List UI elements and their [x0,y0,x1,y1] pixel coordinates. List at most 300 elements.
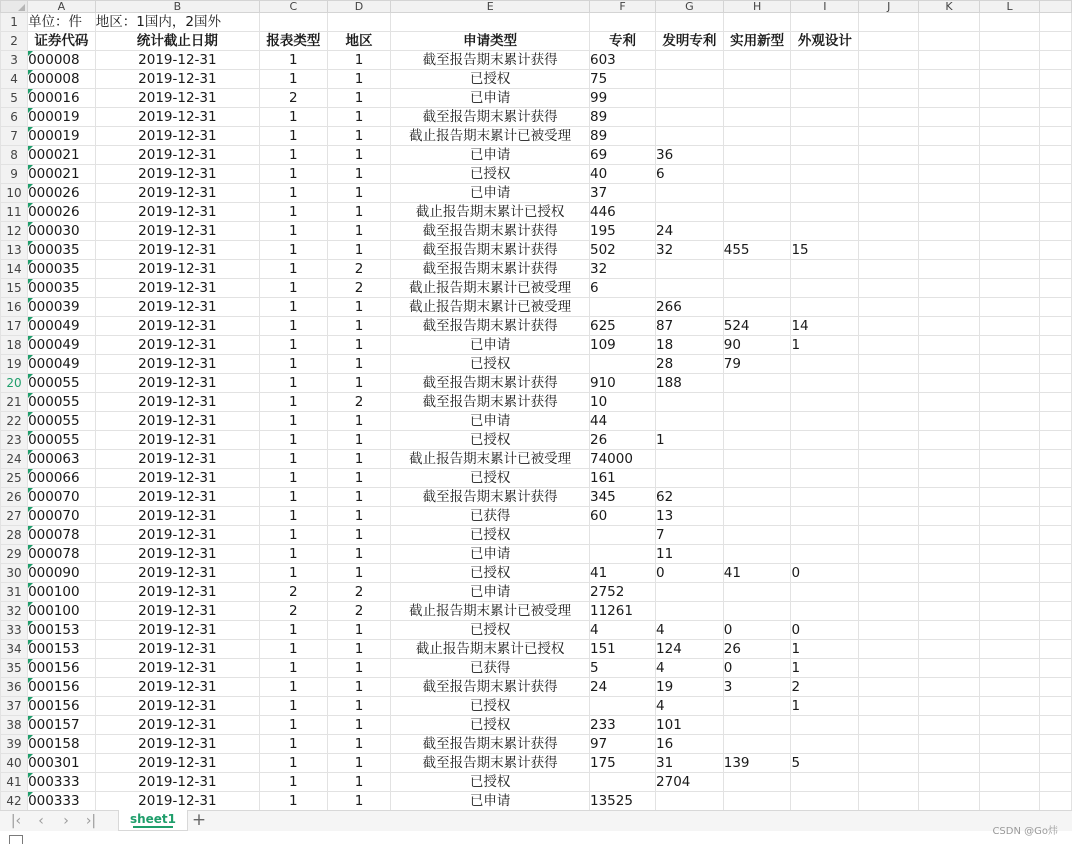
cell[interactable] [859,697,919,716]
invention-patent-cell[interactable]: 2704 [656,773,724,792]
cell[interactable] [1040,773,1072,792]
stat-date-cell[interactable]: 2019-12-31 [95,127,259,146]
utility-model-cell[interactable]: 0 [723,621,791,640]
invention-patent-cell[interactable] [656,127,724,146]
patent-cell[interactable]: 2752 [589,583,655,602]
header-patent[interactable]: 专利 [589,32,655,51]
application-type-cell[interactable]: 已获得 [391,659,590,678]
application-type-cell[interactable]: 截至报告期末累计获得 [391,108,590,127]
cell[interactable] [979,393,1039,412]
region-cell[interactable]: 1 [327,317,391,336]
invention-patent-cell[interactable]: 0 [656,564,724,583]
cell[interactable] [1040,754,1072,773]
application-type-cell[interactable]: 已申请 [391,184,590,203]
patent-cell[interactable]: 161 [589,469,655,488]
design-cell[interactable]: 14 [791,317,859,336]
row-header[interactable]: 12 [1,222,28,241]
utility-model-cell[interactable] [723,374,791,393]
cell[interactable] [1040,583,1072,602]
report-type-cell[interactable]: 2 [259,602,327,621]
header-design[interactable]: 外观设计 [791,32,859,51]
cell[interactable] [919,32,980,51]
stat-date-cell[interactable]: 2019-12-31 [95,374,259,393]
region-cell[interactable]: 1 [327,697,391,716]
patent-cell[interactable]: 10 [589,393,655,412]
cell[interactable] [859,488,919,507]
application-type-cell[interactable]: 截止报告期末累计已被受理 [391,127,590,146]
cell[interactable] [656,13,724,32]
cell[interactable] [919,51,980,70]
cell[interactable] [1040,279,1072,298]
stat-date-cell[interactable]: 2019-12-31 [95,678,259,697]
stat-date-cell[interactable]: 2019-12-31 [95,754,259,773]
stat-date-cell[interactable]: 2019-12-31 [95,317,259,336]
cell[interactable] [859,773,919,792]
stat-date-cell[interactable]: 2019-12-31 [95,222,259,241]
cell[interactable] [1040,165,1072,184]
report-type-cell[interactable]: 1 [259,165,327,184]
utility-model-cell[interactable]: 524 [723,317,791,336]
cell[interactable] [979,526,1039,545]
region-cell[interactable]: 1 [327,526,391,545]
cell[interactable] [919,678,980,697]
security-code-cell[interactable]: 000030 [28,222,96,241]
security-code-cell[interactable]: 000301 [28,754,96,773]
cell[interactable] [979,51,1039,70]
cell[interactable] [1040,564,1072,583]
cell[interactable] [859,89,919,108]
security-code-cell[interactable]: 000019 [28,108,96,127]
cell[interactable] [979,260,1039,279]
design-cell[interactable]: 15 [791,241,859,260]
application-type-cell[interactable]: 截至报告期末累计获得 [391,735,590,754]
cell[interactable] [859,412,919,431]
invention-patent-cell[interactable]: 188 [656,374,724,393]
report-type-cell[interactable]: 1 [259,450,327,469]
region-cell[interactable]: 1 [327,336,391,355]
security-code-cell[interactable]: 000078 [28,526,96,545]
patent-cell[interactable]: 41 [589,564,655,583]
patent-cell[interactable]: 195 [589,222,655,241]
row-header[interactable]: 35 [1,659,28,678]
row-header[interactable]: 37 [1,697,28,716]
application-type-cell[interactable]: 截至报告期末累计获得 [391,374,590,393]
utility-model-cell[interactable]: 139 [723,754,791,773]
row-header[interactable]: 40 [1,754,28,773]
security-code-cell[interactable]: 000153 [28,640,96,659]
cell[interactable] [919,735,980,754]
invention-patent-cell[interactable]: 36 [656,146,724,165]
application-type-cell[interactable]: 已申请 [391,792,590,811]
cell[interactable] [979,146,1039,165]
patent-cell[interactable]: 625 [589,317,655,336]
cell[interactable] [859,317,919,336]
application-type-cell[interactable]: 截止报告期末累计已被受理 [391,279,590,298]
cell[interactable] [979,431,1039,450]
report-type-cell[interactable]: 1 [259,697,327,716]
design-cell[interactable] [791,602,859,621]
invention-patent-cell[interactable]: 4 [656,659,724,678]
application-type-cell[interactable]: 截止报告期末累计已授权 [391,203,590,222]
security-code-cell[interactable]: 000049 [28,336,96,355]
utility-model-cell[interactable] [723,792,791,811]
design-cell[interactable] [791,393,859,412]
invention-patent-cell[interactable] [656,393,724,412]
column-header-m[interactable] [1040,1,1072,13]
patent-cell[interactable]: 44 [589,412,655,431]
row-header[interactable]: 4 [1,70,28,89]
application-type-cell[interactable]: 截至报告期末累计获得 [391,241,590,260]
last-sheet-icon[interactable]: ›| [85,813,97,829]
report-type-cell[interactable]: 1 [259,431,327,450]
region-cell[interactable]: 1 [327,659,391,678]
design-cell[interactable]: 2 [791,678,859,697]
application-type-cell[interactable]: 截止报告期末累计已被受理 [391,298,590,317]
cell[interactable] [979,279,1039,298]
patent-cell[interactable]: 603 [589,51,655,70]
application-type-cell[interactable]: 已授权 [391,716,590,735]
utility-model-cell[interactable] [723,545,791,564]
stat-date-cell[interactable]: 2019-12-31 [95,488,259,507]
header-stat-date[interactable]: 统计截止日期 [95,32,259,51]
utility-model-cell[interactable] [723,222,791,241]
cell[interactable] [979,374,1039,393]
patent-cell[interactable]: 89 [589,127,655,146]
application-type-cell[interactable]: 已获得 [391,507,590,526]
row-header[interactable]: 22 [1,412,28,431]
cell[interactable] [1040,203,1072,222]
security-code-cell[interactable]: 000021 [28,165,96,184]
security-code-cell[interactable]: 000156 [28,678,96,697]
patent-cell[interactable] [589,298,655,317]
region-cell[interactable]: 1 [327,507,391,526]
report-type-cell[interactable]: 1 [259,754,327,773]
cell[interactable] [919,640,980,659]
report-type-cell[interactable]: 1 [259,70,327,89]
report-type-cell[interactable]: 1 [259,640,327,659]
cell[interactable] [859,545,919,564]
cell[interactable] [391,13,590,32]
application-type-cell[interactable]: 已授权 [391,469,590,488]
security-code-cell[interactable]: 000008 [28,70,96,89]
cell[interactable] [979,32,1039,51]
region-cell[interactable]: 1 [327,374,391,393]
region-cell[interactable]: 1 [327,545,391,564]
cell[interactable] [919,317,980,336]
invention-patent-cell[interactable] [656,89,724,108]
patent-cell[interactable]: 97 [589,735,655,754]
cell[interactable] [859,526,919,545]
application-type-cell[interactable]: 截至报告期末累计获得 [391,51,590,70]
row-header[interactable]: 38 [1,716,28,735]
patent-cell[interactable]: 89 [589,108,655,127]
cell[interactable] [1040,51,1072,70]
column-header-j[interactable]: J [859,1,919,13]
patent-cell[interactable]: 502 [589,241,655,260]
design-cell[interactable] [791,184,859,203]
cell[interactable] [979,792,1039,811]
cell[interactable] [1040,621,1072,640]
application-type-cell[interactable]: 已授权 [391,431,590,450]
report-type-cell[interactable]: 1 [259,146,327,165]
cell[interactable] [1040,222,1072,241]
security-code-cell[interactable]: 000049 [28,317,96,336]
security-code-cell[interactable]: 000039 [28,298,96,317]
patent-cell[interactable]: 24 [589,678,655,697]
region-cell[interactable]: 1 [327,89,391,108]
stat-date-cell[interactable]: 2019-12-31 [95,260,259,279]
report-type-cell[interactable]: 2 [259,583,327,602]
report-type-cell[interactable]: 1 [259,507,327,526]
region-cell[interactable]: 1 [327,355,391,374]
row-header[interactable]: 41 [1,773,28,792]
report-type-cell[interactable]: 1 [259,735,327,754]
cell[interactable] [979,412,1039,431]
cell[interactable] [919,412,980,431]
invention-patent-cell[interactable]: 62 [656,488,724,507]
patent-cell[interactable]: 37 [589,184,655,203]
cell[interactable] [1040,469,1072,488]
region-cell[interactable]: 2 [327,583,391,602]
design-cell[interactable] [791,165,859,184]
patent-cell[interactable]: 60 [589,507,655,526]
stat-date-cell[interactable]: 2019-12-31 [95,336,259,355]
cell[interactable] [859,583,919,602]
row-header[interactable]: 11 [1,203,28,222]
patent-cell[interactable]: 151 [589,640,655,659]
security-code-cell[interactable]: 000026 [28,184,96,203]
row-header[interactable]: 14 [1,260,28,279]
invention-patent-cell[interactable]: 7 [656,526,724,545]
cell[interactable] [919,488,980,507]
report-type-cell[interactable]: 1 [259,773,327,792]
invention-patent-cell[interactable]: 101 [656,716,724,735]
cell[interactable] [859,754,919,773]
report-type-cell[interactable]: 1 [259,222,327,241]
patent-cell[interactable]: 74000 [589,450,655,469]
application-type-cell[interactable]: 截至报告期末累计获得 [391,222,590,241]
cell[interactable] [979,735,1039,754]
design-cell[interactable] [791,469,859,488]
cell[interactable] [979,545,1039,564]
utility-model-cell[interactable] [723,279,791,298]
cell[interactable] [919,146,980,165]
security-code-cell[interactable]: 000063 [28,450,96,469]
region-cell[interactable]: 1 [327,450,391,469]
column-header-g[interactable]: G [656,1,724,13]
stat-date-cell[interactable]: 2019-12-31 [95,507,259,526]
stat-date-cell[interactable]: 2019-12-31 [95,735,259,754]
patent-cell[interactable]: 69 [589,146,655,165]
stat-date-cell[interactable]: 2019-12-31 [95,469,259,488]
invention-patent-cell[interactable]: 124 [656,640,724,659]
security-code-cell[interactable]: 000066 [28,469,96,488]
row-header[interactable]: 3 [1,51,28,70]
security-code-cell[interactable]: 000019 [28,127,96,146]
report-type-cell[interactable]: 1 [259,241,327,260]
cell[interactable] [979,108,1039,127]
design-cell[interactable] [791,716,859,735]
cell[interactable] [859,108,919,127]
utility-model-cell[interactable] [723,146,791,165]
cell[interactable] [979,298,1039,317]
invention-patent-cell[interactable] [656,70,724,89]
stat-date-cell[interactable]: 2019-12-31 [95,716,259,735]
row-header[interactable]: 39 [1,735,28,754]
invention-patent-cell[interactable]: 32 [656,241,724,260]
select-all-corner[interactable] [1,1,28,13]
row-header[interactable]: 42 [1,792,28,811]
region-cell[interactable]: 1 [327,146,391,165]
utility-model-cell[interactable] [723,507,791,526]
security-code-cell[interactable]: 000055 [28,412,96,431]
cell[interactable] [979,336,1039,355]
utility-model-cell[interactable] [723,184,791,203]
stat-date-cell[interactable]: 2019-12-31 [95,279,259,298]
cell[interactable] [1040,146,1072,165]
patent-cell[interactable] [589,526,655,545]
security-code-cell[interactable]: 000016 [28,89,96,108]
header-security-code[interactable]: 证券代码 [28,32,96,51]
security-code-cell[interactable]: 000035 [28,241,96,260]
cell[interactable] [1040,450,1072,469]
region-note-cell[interactable]: 地区：1国内，2国外 [95,13,259,32]
invention-patent-cell[interactable]: 18 [656,336,724,355]
column-header-f[interactable]: F [589,1,655,13]
cell[interactable] [979,716,1039,735]
stat-date-cell[interactable]: 2019-12-31 [95,108,259,127]
cell[interactable] [859,602,919,621]
design-cell[interactable] [791,431,859,450]
report-type-cell[interactable]: 1 [259,260,327,279]
report-type-cell[interactable]: 1 [259,127,327,146]
cell[interactable] [919,716,980,735]
cell[interactable] [859,659,919,678]
cell[interactable] [1040,260,1072,279]
invention-patent-cell[interactable] [656,203,724,222]
cell[interactable] [919,165,980,184]
unit-note-cell[interactable]: 单位：件 [28,13,96,32]
stat-date-cell[interactable]: 2019-12-31 [95,146,259,165]
design-cell[interactable]: 1 [791,659,859,678]
cell[interactable] [859,640,919,659]
row-header[interactable]: 13 [1,241,28,260]
cell[interactable] [859,222,919,241]
cell[interactable] [859,260,919,279]
region-cell[interactable]: 1 [327,773,391,792]
patent-cell[interactable]: 26 [589,431,655,450]
security-code-cell[interactable]: 000157 [28,716,96,735]
row-header[interactable]: 34 [1,640,28,659]
region-cell[interactable]: 1 [327,412,391,431]
region-cell[interactable]: 2 [327,279,391,298]
invention-patent-cell[interactable] [656,412,724,431]
invention-patent-cell[interactable]: 4 [656,697,724,716]
cell[interactable] [919,450,980,469]
design-cell[interactable] [791,127,859,146]
cell[interactable] [859,678,919,697]
stat-date-cell[interactable]: 2019-12-31 [95,431,259,450]
cell[interactable] [1040,127,1072,146]
patent-cell[interactable]: 11261 [589,602,655,621]
prev-sheet-icon[interactable]: ‹ [38,813,44,829]
utility-model-cell[interactable] [723,393,791,412]
security-code-cell[interactable]: 000153 [28,621,96,640]
stat-date-cell[interactable]: 2019-12-31 [95,659,259,678]
cell[interactable] [919,203,980,222]
design-cell[interactable] [791,222,859,241]
cell[interactable] [1040,431,1072,450]
security-code-cell[interactable]: 000156 [28,659,96,678]
report-type-cell[interactable]: 2 [259,89,327,108]
design-cell[interactable] [791,146,859,165]
cell[interactable] [979,89,1039,108]
invention-patent-cell[interactable] [656,792,724,811]
region-cell[interactable]: 2 [327,260,391,279]
cell[interactable] [859,355,919,374]
report-type-cell[interactable]: 1 [259,678,327,697]
report-type-cell[interactable]: 1 [259,393,327,412]
utility-model-cell[interactable] [723,488,791,507]
row-header[interactable]: 28 [1,526,28,545]
design-cell[interactable] [791,450,859,469]
application-type-cell[interactable]: 已申请 [391,545,590,564]
utility-model-cell[interactable] [723,431,791,450]
report-type-cell[interactable]: 1 [259,716,327,735]
cell[interactable] [1040,184,1072,203]
design-cell[interactable] [791,298,859,317]
design-cell[interactable] [791,412,859,431]
cell[interactable] [1040,13,1072,32]
cell[interactable] [919,279,980,298]
cell[interactable] [919,108,980,127]
report-type-cell[interactable]: 1 [259,564,327,583]
utility-model-cell[interactable] [723,260,791,279]
cell[interactable] [979,70,1039,89]
report-type-cell[interactable]: 1 [259,374,327,393]
cell[interactable] [1040,355,1072,374]
cell[interactable] [979,602,1039,621]
stat-date-cell[interactable]: 2019-12-31 [95,355,259,374]
application-type-cell[interactable]: 截至报告期末累计获得 [391,317,590,336]
cell[interactable] [1040,678,1072,697]
cell[interactable] [859,203,919,222]
cell[interactable] [979,450,1039,469]
cell[interactable] [859,431,919,450]
region-cell[interactable]: 1 [327,431,391,450]
cell[interactable] [859,469,919,488]
cell[interactable] [979,241,1039,260]
invention-patent-cell[interactable]: 11 [656,545,724,564]
row-header[interactable]: 29 [1,545,28,564]
cell[interactable] [1040,697,1072,716]
cell[interactable] [859,127,919,146]
region-cell[interactable]: 1 [327,108,391,127]
report-type-cell[interactable]: 1 [259,108,327,127]
row-header[interactable]: 15 [1,279,28,298]
patent-cell[interactable]: 109 [589,336,655,355]
invention-patent-cell[interactable]: 24 [656,222,724,241]
region-cell[interactable]: 1 [327,70,391,89]
region-cell[interactable]: 1 [327,716,391,735]
security-code-cell[interactable]: 000055 [28,431,96,450]
cell[interactable] [919,507,980,526]
cell[interactable] [979,659,1039,678]
application-type-cell[interactable]: 截止报告期末累计已授权 [391,640,590,659]
invention-patent-cell[interactable] [656,583,724,602]
design-cell[interactable] [791,583,859,602]
application-type-cell[interactable]: 已授权 [391,165,590,184]
